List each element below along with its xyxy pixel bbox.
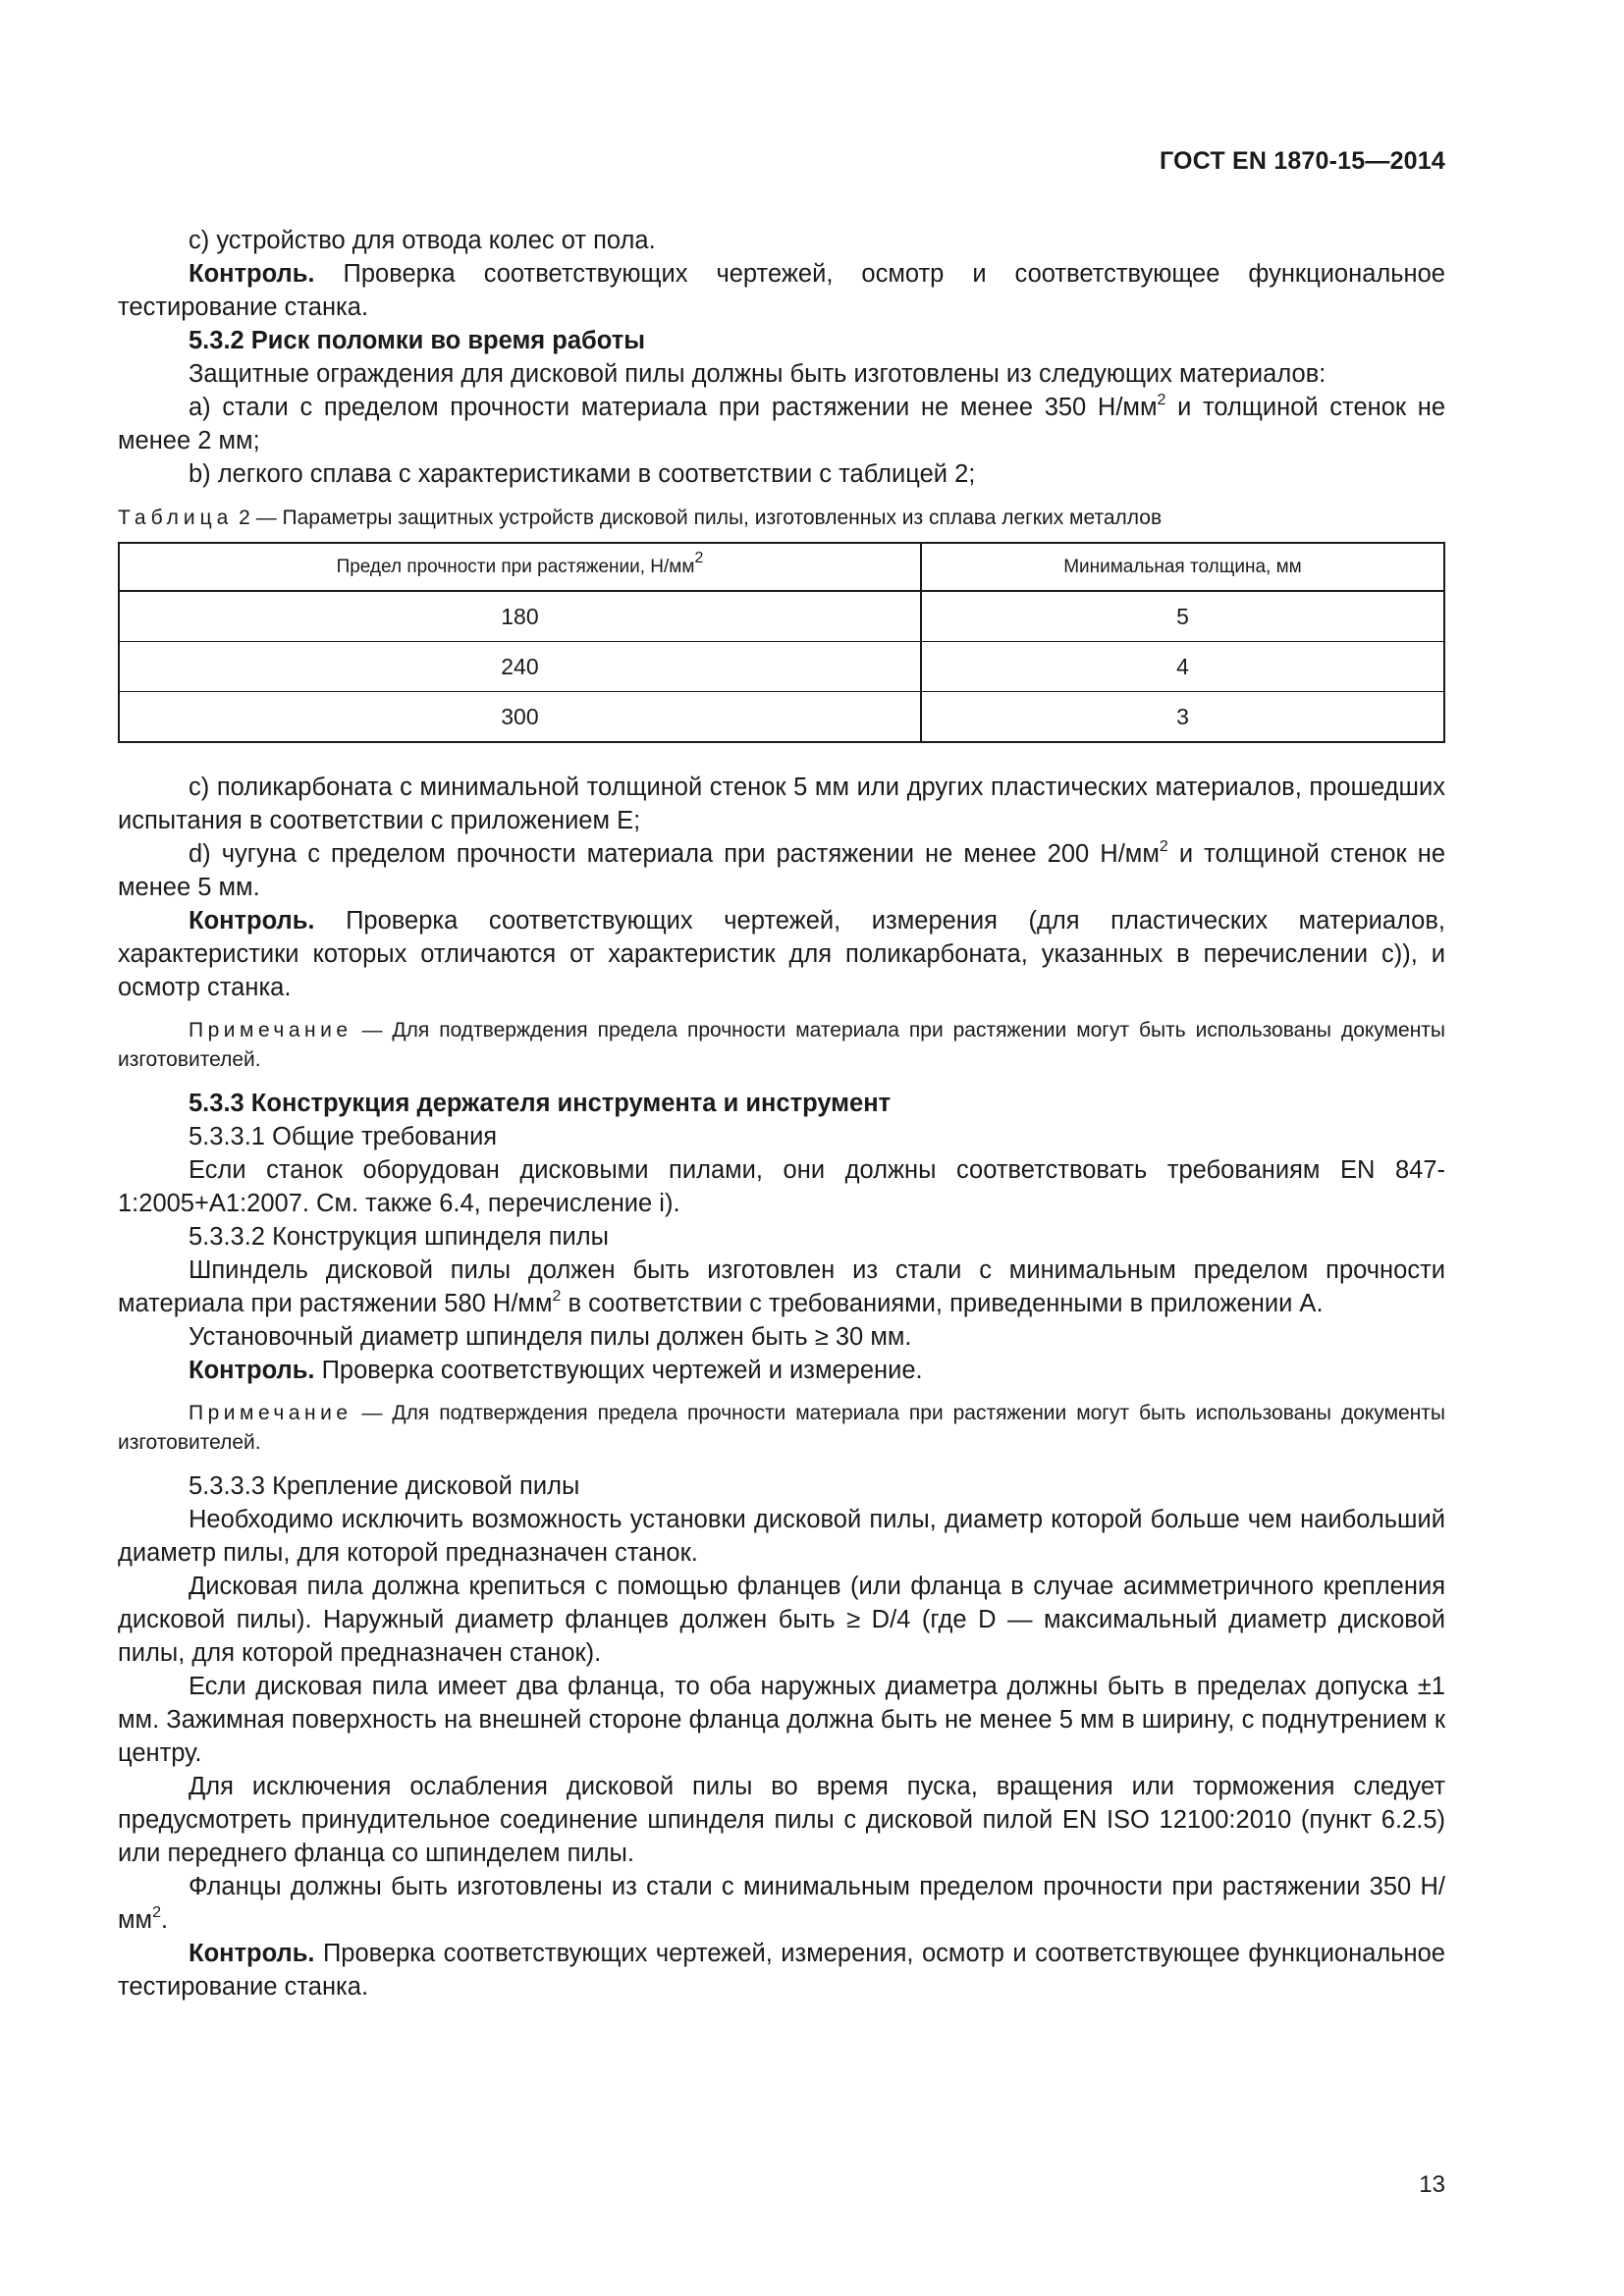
table-cell-thickness: 5	[921, 591, 1444, 642]
s532-item-b: b) легкого сплава с характеристиками в соответствии с таблицей 2;	[189, 460, 976, 488]
item-d-text-end: и толщиной стенок не менее 5 мм.	[118, 840, 1445, 901]
intro-item-c: с) устройство для отвода колес от пола.	[189, 227, 656, 254]
s5333-control	[118, 1937, 1445, 2003]
document-code: ГОСТ EN 1870-15—2014	[1160, 147, 1445, 175]
table-row	[119, 692, 1444, 743]
s5333-paragraph-2: Дисковая пила должна крепиться с помощью фланцев (или фланца в случае асимметричного крепления дисковой пилы). Наружный диаметр фланцев должен быть ≥ D/4 (где D — максимальный диаметр дисковой пилы, для которой предназначен станок).	[118, 1573, 1445, 1667]
s5333-paragraph-3: Если дисковая пила имеет два фланца, то оба наружных диаметра должны быть в пределах допуска ±1 мм. Зажимная поверхность на внешней стороне фланца должна быть не менее 5 мм в ширину, с поднутрением к центру.	[118, 1673, 1445, 1767]
table-caption-text: 2 — Параметры защитных устройств дисковой пилы, изготовленных из сплава легких металлов	[233, 507, 1163, 529]
s5332-text: Шпиндель дисковой пилы должен быть изготовлен из стали с минимальным пределом прочности материала при растяжении 580 Н/мм	[118, 1256, 1445, 1317]
s5332-paragraph-1	[118, 1254, 1445, 1320]
note-1	[118, 1016, 1445, 1075]
control-text: Проверка соответствующих чертежей, осмотр и соответствующее функциональное тестирование станка.	[118, 260, 1445, 321]
control-label: Контроль.	[189, 1357, 315, 1384]
table-row	[119, 591, 1444, 642]
subsection-title-5-3-3-2: 5.3.3.2 Конструкция шпинделя пилы	[189, 1223, 609, 1251]
note-text: — Для подтверждения предела прочности материала при растяжении могут быть использованы документы изготовителей.	[118, 1019, 1445, 1071]
control-label: Контроль.	[189, 907, 315, 934]
note-label: Примечание	[189, 1402, 352, 1424]
section-heading-5-3-3: 5.3.3 Конструкция держателя инструмента и инструмент	[189, 1090, 892, 1117]
table-row	[119, 642, 1444, 692]
strength-thickness-table	[118, 542, 1445, 743]
control-text: Проверка соответствующих чертежей, измерения, осмотр и соответствующее функциональное тестирование станка.	[118, 1940, 1445, 2001]
s5331-text: Если станок оборудован дисковыми пилами, они должны соответствовать требованиям EN 847-1:2005+A1:2007. См. также 6.4, перечисление i).	[118, 1156, 1445, 1217]
table-cell-strength: 180	[119, 591, 921, 642]
superscript: 2	[694, 550, 704, 567]
superscript: 2	[1157, 391, 1166, 408]
s5332-text-end: в соответствии с требованиями, приведенными в приложении А.	[561, 1290, 1324, 1317]
subsection-title-5-3-3-1: 5.3.3.1 Общие требования	[189, 1123, 498, 1150]
note-text: — Для подтверждения предела прочности материала при растяжении могут быть использованы документы изготовителей.	[118, 1402, 1445, 1454]
table-caption-label: Таблица	[118, 507, 234, 529]
s5333-text: Фланцы должны быть изготовлены из стали с минимальным пределом прочности при растяжении 350 Н/мм	[118, 1873, 1445, 1934]
table-cell-strength: 300	[119, 692, 921, 743]
control-text: Проверка соответствующих чертежей и измерение.	[314, 1357, 923, 1384]
superscript: 2	[552, 1287, 562, 1305]
control-label: Контроль.	[189, 260, 315, 288]
subsection-title-5-3-3-3: 5.3.3.3 Крепление дисковой пилы	[189, 1472, 580, 1500]
s532-paragraph-1: Защитные ограждения для дисковой пилы должны быть изготовлены из следующих материалов:	[189, 360, 1326, 388]
table-cell-thickness: 3	[921, 692, 1444, 743]
table-cell-strength: 240	[119, 642, 921, 692]
control-label: Контроль.	[189, 1940, 315, 1967]
superscript: 2	[1159, 837, 1168, 855]
section-heading-5-3-2: 5.3.2 Риск поломки во время работы	[189, 327, 645, 354]
s5333-paragraph-1: Необходимо исключить возможность установки дисковой пилы, диаметр которой больше чем наибольший диаметр пилы, для которой предназначен станок.	[118, 1506, 1445, 1567]
table-cell-thickness: 4	[921, 642, 1444, 692]
table-caption	[118, 505, 1445, 532]
note-2	[118, 1399, 1445, 1458]
control-text: Проверка соответствующих чертежей, измерения (для пластических материалов, характеристики которых отличаются от характеристик для поликарбоната, указанных в перечислении с)), и осмотр станка.	[118, 907, 1445, 1001]
table-header-thickness: Минимальная толщина, мм	[921, 543, 1444, 591]
s532-control	[118, 904, 1445, 1004]
note-label: Примечание	[189, 1019, 352, 1041]
page-content	[118, 224, 1445, 2003]
table-header-row	[119, 543, 1444, 591]
s532-item-a	[118, 391, 1445, 457]
s532-item-d	[118, 837, 1445, 904]
header-strength-text: Предел прочности при растяжении, Н/мм	[336, 556, 695, 577]
document-page	[118, 0, 1445, 2296]
item-a-text: а) стали с пределом прочности материала при растяжении не менее 350 Н/мм	[189, 394, 1158, 421]
s5333-text-end: .	[160, 1906, 169, 1934]
s5333-paragraph-5	[118, 1870, 1445, 1937]
s5332-control	[118, 1354, 1445, 1387]
intro-control	[118, 257, 1445, 324]
s532-item-c: с) поликарбоната с минимальной толщиной стенок 5 мм или других пластических материалов, прошедших испытания в соответствии с приложением Е;	[118, 774, 1445, 834]
superscript: 2	[152, 1903, 161, 1921]
table-header-strength	[119, 543, 921, 591]
s5333-paragraph-4: Для исключения ослабления дисковой пилы во время пуска, вращения или торможения следует предусмотреть принудительное соединение шпинделя пилы с дисковой пилой EN ISO 12100:2010 (пункт 6.2.5) или переднего фланца со шпинделем пилы.	[118, 1773, 1445, 1867]
page-number: 13	[1419, 2171, 1445, 2198]
item-d-text: d) чугуна с пределом прочности материала при растяжении не менее 200 Н/мм	[189, 840, 1160, 868]
item-a-text-end: и толщиной стенок не менее 2 мм;	[118, 394, 1445, 454]
s5332-paragraph-2: Установочный диаметр шпинделя пилы должен быть ≥ 30 мм.	[189, 1323, 912, 1351]
